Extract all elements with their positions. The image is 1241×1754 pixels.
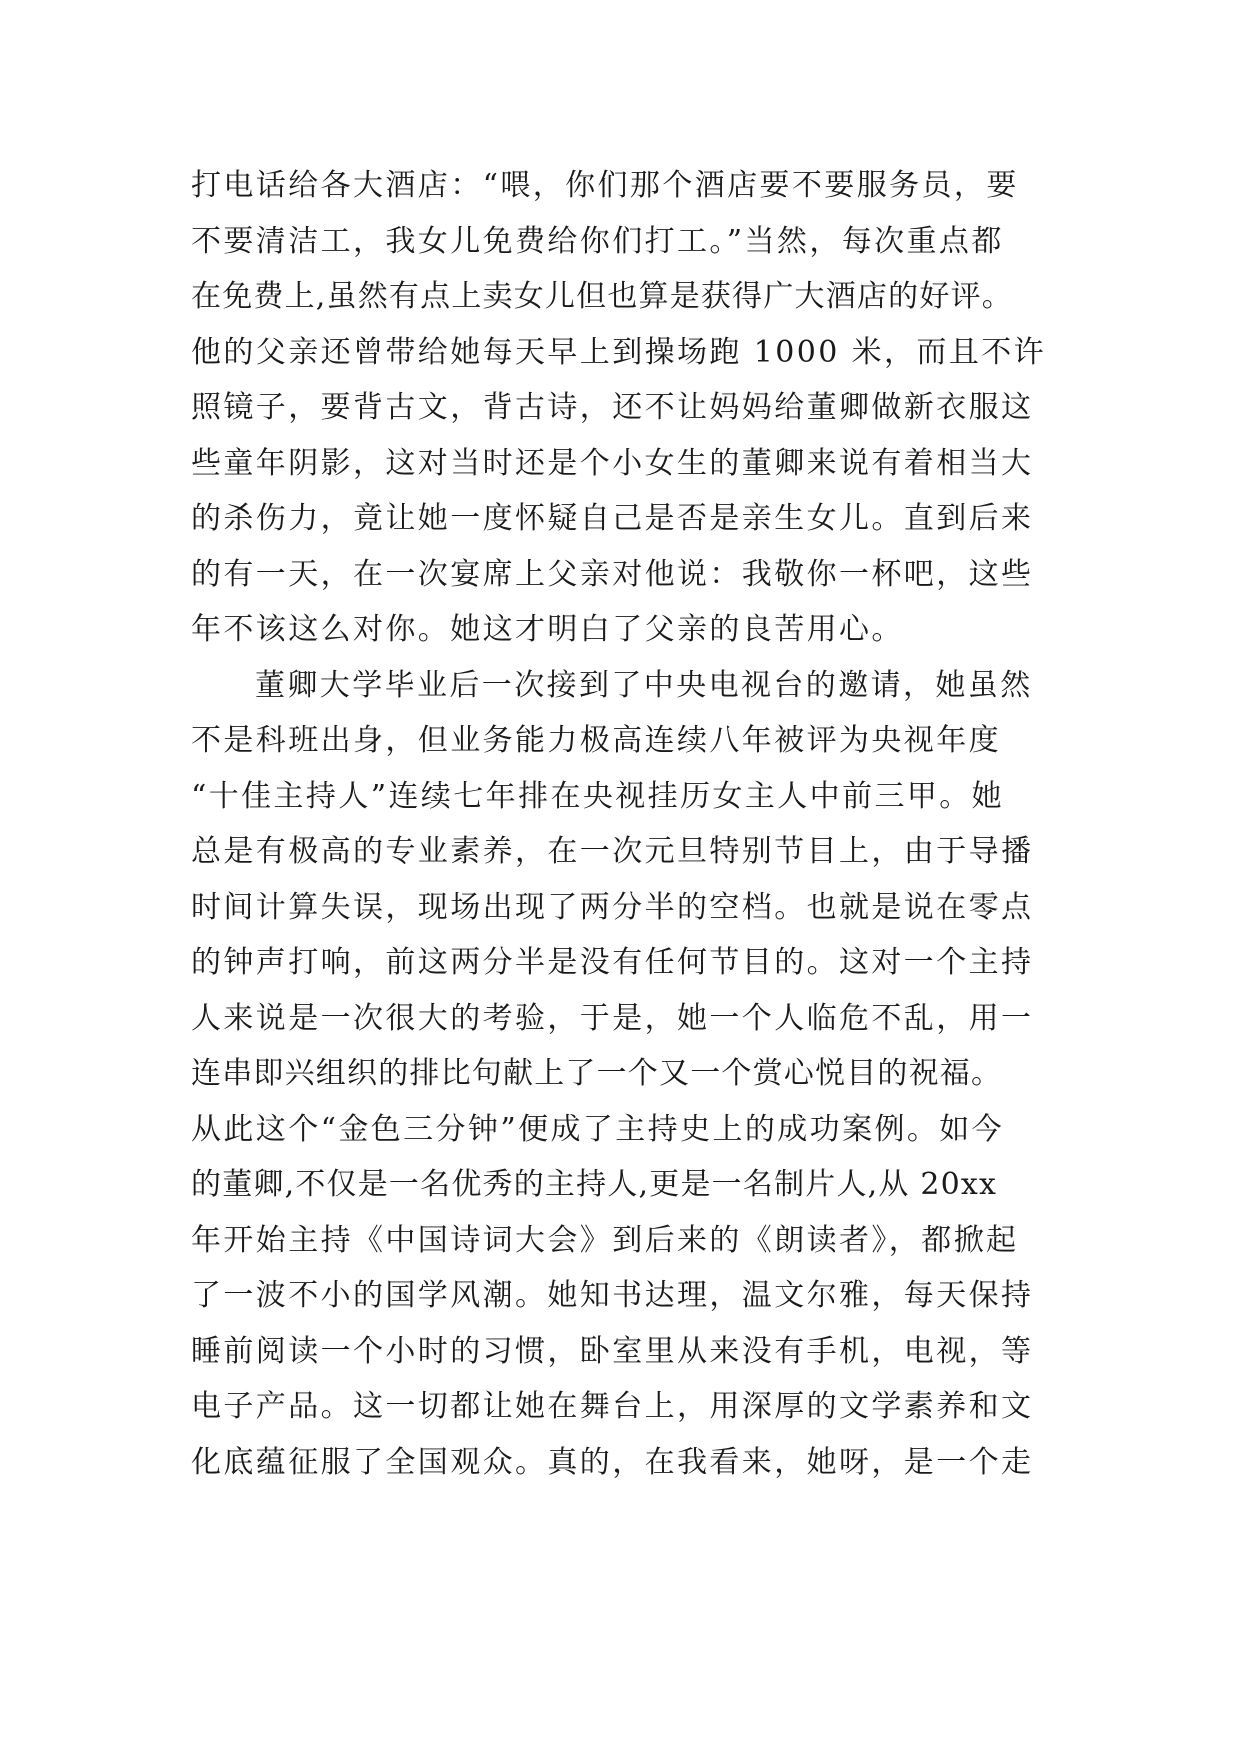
text-line: 从此这个“金色三分钟”便成了主持史上的成功案例。如今: [191, 1111, 1005, 1147]
text-line: 年开始主持《中国诗词大会》到后来的《朗读者》，都掀起: [191, 1222, 1019, 1258]
text-line: 不要清洁工，我女儿免费给你们打工。”当然，每次重点都: [191, 223, 1004, 259]
text-line: 电子产品。这一切都让她在舞台上，用深厚的文学素养和文: [191, 1389, 1034, 1424]
text-line: 的钟声打响，前这两分半是没有任何节目的。这对一个主持: [191, 945, 1034, 980]
text-line: 总是有极高的专业素养，在一次元旦特别节目上，由于导播: [191, 834, 1034, 869]
text-line: 连串即兴组织的排比句献上了一个又一个赏心悦目的祝福。: [191, 1056, 1003, 1091]
text-line: 的杀伤力，竟让她一度怀疑自己是否是亲生女儿。直到后来: [191, 501, 1034, 536]
text-line: 了一波不小的国学风潮。她知书达理，温文尔雅，每天保持: [191, 1278, 1034, 1313]
body-text: [191, 158, 1091, 1490]
text-line: 睡前阅读一个小时的习惯，卧室里从来没有手机，电视，等: [191, 1333, 1034, 1369]
text-line: 的有一天，在一次宴席上父亲对他说：我敬你一杯吧，这些: [191, 556, 1034, 592]
text-line: 人来说是一次很大的考验，于是，她一个人临危不乱，用一: [191, 1000, 1034, 1036]
text-line: “十佳主持人”连续七年排在央视挂历女主人中前三甲。她: [191, 778, 1005, 814]
text-line: 时间计算失误，现场出现了两分半的空档。也就是说在零点: [191, 889, 1034, 925]
text-line: 些童年阴影，这对当时还是个小女生的董卿来说有着相当大: [191, 445, 1034, 481]
text-line: 打电话给各大酒店：“喂，你们那个酒店要不要服务员，要: [191, 168, 1019, 203]
text-line: 的董卿,不仅是一名优秀的主持人,更是一名制片人,从 20xx: [191, 1167, 998, 1202]
paragraph-first-line: 董卿大学毕业后一次接到了中央电视台的邀请，她虽然: [255, 667, 1033, 703]
text-line: 年不该这么对你。她这才明白了父亲的良苦用心。: [191, 612, 904, 647]
text-line: 不是科班出身，但业务能力极高连续八年被评为央视年度: [191, 723, 1001, 758]
text-line: 在免费上,虽然有点上卖女儿但也算是获得广大酒店的好评。: [191, 279, 1013, 314]
text-line: 他的父亲还曾带给她每天早上到操场跑 1000 米，而且不许: [191, 334, 1047, 370]
text-line: 照镜子，要背古文，背古诗，还不让妈妈给董卿做新衣服这: [191, 390, 1034, 425]
text-line: 化底蕴征服了全国观众。真的，在我看来，她呀，是一个走: [191, 1444, 1034, 1480]
